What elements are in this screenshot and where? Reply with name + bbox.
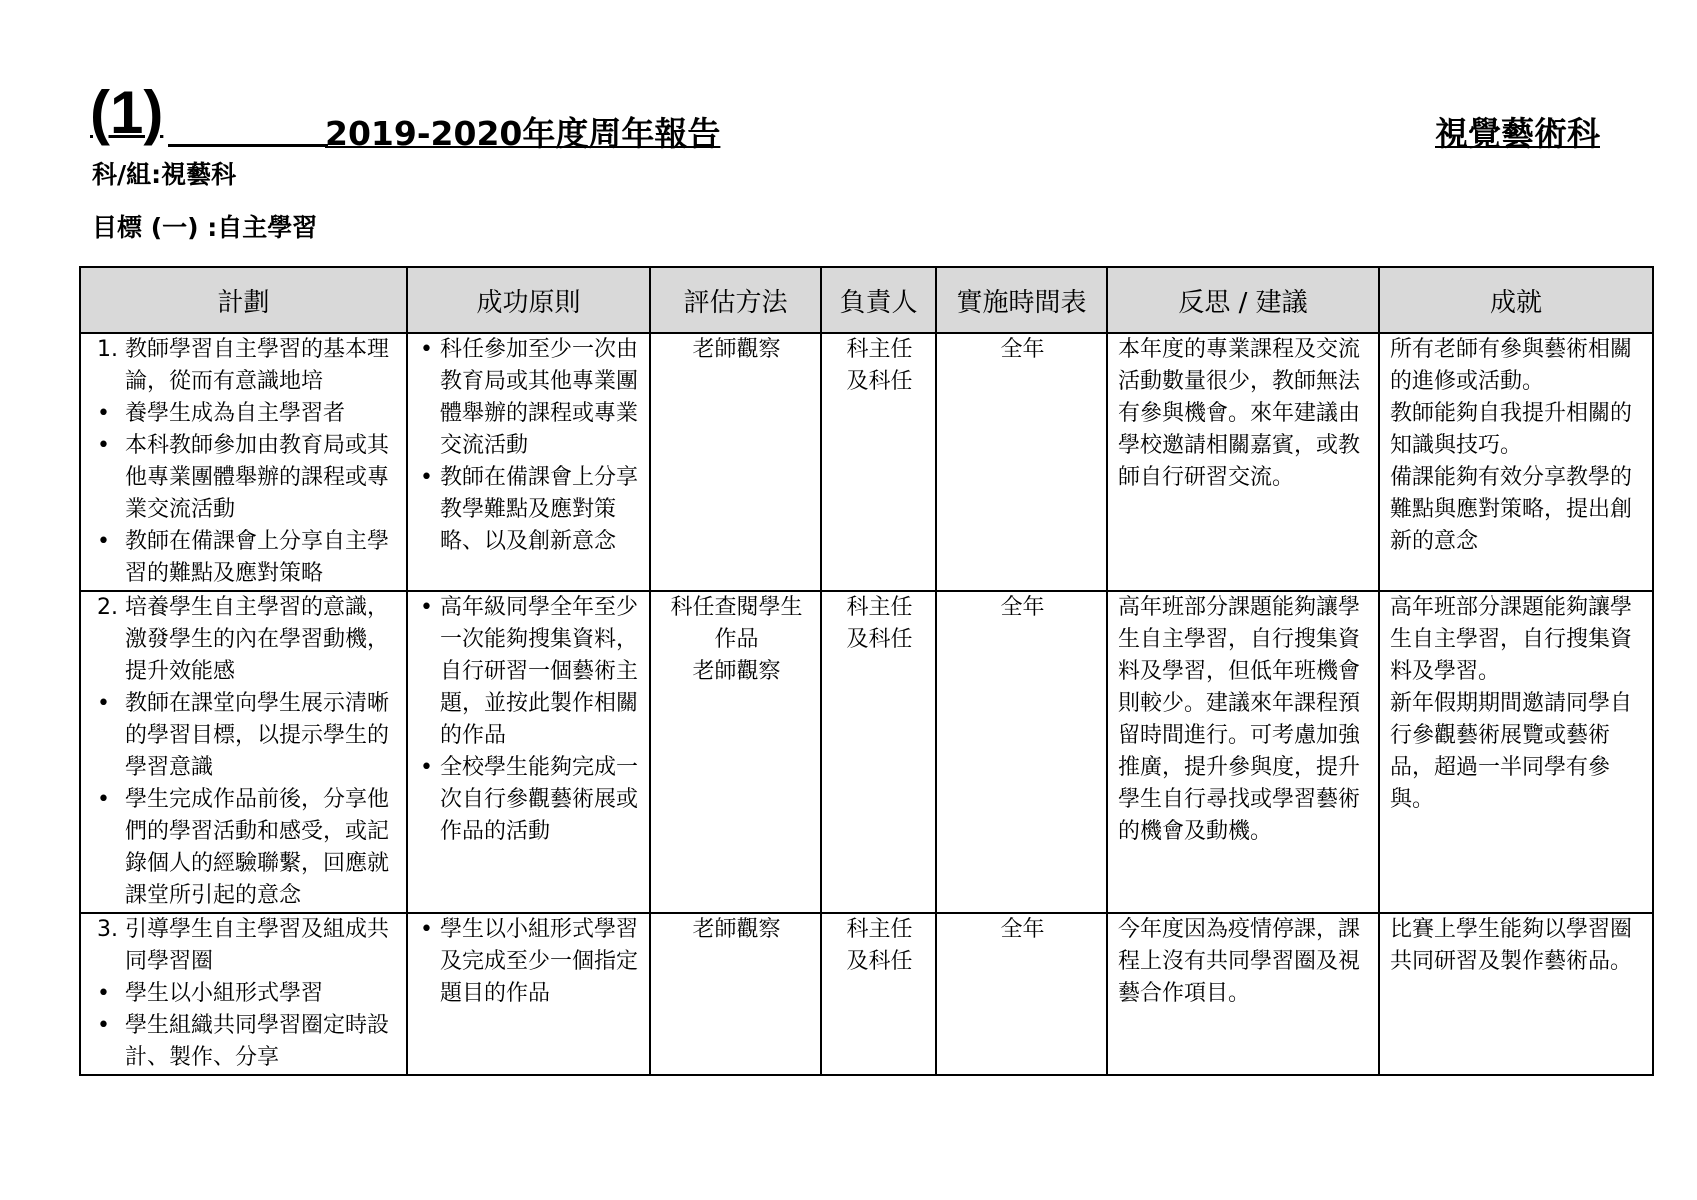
achievement-cell: 高年班部分課題能夠讓學生自主學習，自行搜集資料及學習。 新年假期期間邀請同學自行參觀藝術展覽或藝術品，超過一半同學有參與。 [1379,591,1653,913]
plan-cell [80,591,407,913]
plan-item: • 教師在課堂向學生展示清晰的學習目標，以提示學生的學習意識 [97,691,390,780]
table-row [80,333,1653,591]
plan-item: • 本科教師參加由教育局或其他專業團體舉辦的課程或專業交流活動 [97,433,390,522]
subject-title: 視覺藝術科 [1435,114,1600,153]
plan-item: • 教師在備課會上分享自主學習的難點及應對策略 [97,529,390,586]
criteria-cell [407,591,650,913]
table-row [80,913,1653,1075]
responsible-cell: 科主任 及科任 [821,591,936,913]
criteria-item: • 學生以小組形式學習及完成至少一個指定題目的作品 [420,917,639,1006]
evaluation-cell: 老師觀察 [650,913,821,1075]
evaluation-cell: 科任查閱學生 作品 老師觀察 [650,591,821,913]
plan-item: • 學生組織共同學習圈定時設計、製作、分享 [97,1013,390,1070]
criteria-cell [407,333,650,591]
header-evaluation: 評估方法 [650,267,821,333]
header-criteria: 成功原則 [407,267,650,333]
plan-cell [80,913,407,1075]
section-number: (1) [90,79,164,146]
header-plan: 計劃 [80,267,407,333]
plan-table [79,266,1654,1076]
responsible-cell: 科主任 及科任 [821,333,936,591]
criteria-item: • 全校學生能夠完成一次自行參觀藝術展或作品的活動 [420,755,639,844]
criteria-item: • 科任參加至少一次由教育局或其他專業團體舉辦的課程或專業交流活動 [420,337,639,458]
evaluation-cell: 老師觀察 [650,333,821,591]
reflection-cell: 今年度因為疫情停課，課程上沒有共同學習圈及視藝合作項目。 [1107,913,1379,1075]
plan-item: • 學生完成作品前後，分享他們的學習活動和感受，或記錄個人的經驗聯繫，回應就課堂所引起的意念 [97,787,390,908]
objective-line: 目標 (一) :自主學習 [92,213,318,242]
header-responsible: 負責人 [821,267,936,333]
achievement-cell: 所有老師有參與藝術相關的進修或活動。 教師能夠自我提升相關的知識與技巧。 備課能夠有效分享教學的難點與應對策略，提出創新的意念 [1379,333,1653,591]
responsible-cell: 科主任 及科任 [821,913,936,1075]
plan-item: 1. 教師學習自主學習的基本理論，從而有意識地培 [97,337,390,394]
criteria-item: • 教師在備課會上分享教學難點及應對策略、以及創新意念 [420,465,639,554]
header-achievement: 成就 [1379,267,1653,333]
table-row [80,591,1653,913]
schedule-cell: 全年 [936,591,1107,913]
criteria-item: • 高年級同學全年至少一次能夠搜集資料，自行研習一個藝術主題，並按此製作相關的作品 [420,595,639,748]
reflection-cell: 高年班部分課題能夠讓學生自主學習，自行搜集資料及學習，但低年班機會則較少。建議來年課程預留時間進行。可考慮加強推廣，提升參與度，提升學生自行尋找或學習藝術的機會及動機。 [1107,591,1379,913]
criteria-cell [407,913,650,1075]
plan-item: • 學生以小組形式學習 [97,981,324,1006]
schedule-cell: 全年 [936,333,1107,591]
header-schedule: 實施時間表 [936,267,1107,333]
schedule-cell: 全年 [936,913,1107,1075]
header-reflection: 反思 / 建議 [1107,267,1379,333]
plan-item: 2. 培養學生自主學習的意識，激發學生的內在學習動機，提升效能感 [97,595,390,684]
report-header [90,78,1600,153]
table-header-row [80,267,1653,333]
plan-item: 3. 引導學生自主學習及組成共同學習圈 [97,917,390,974]
plan-item: • 養學生成為自主學習者 [97,401,346,426]
plan-cell [80,333,407,591]
report-title: 2019-2020年度周年報告 [325,114,721,153]
achievement-cell: 比賽上學生能夠以學習圈共同研習及製作藝術品。 [1379,913,1653,1075]
reflection-cell: 本年度的專業課程及交流活動數量很少，教師無法有參與機會。來年建議由學校邀請相關嘉賓，或教師自行研習交流。 [1107,333,1379,591]
subject-line: 科/組:視藝科 [92,160,237,189]
header-underline [168,144,328,147]
